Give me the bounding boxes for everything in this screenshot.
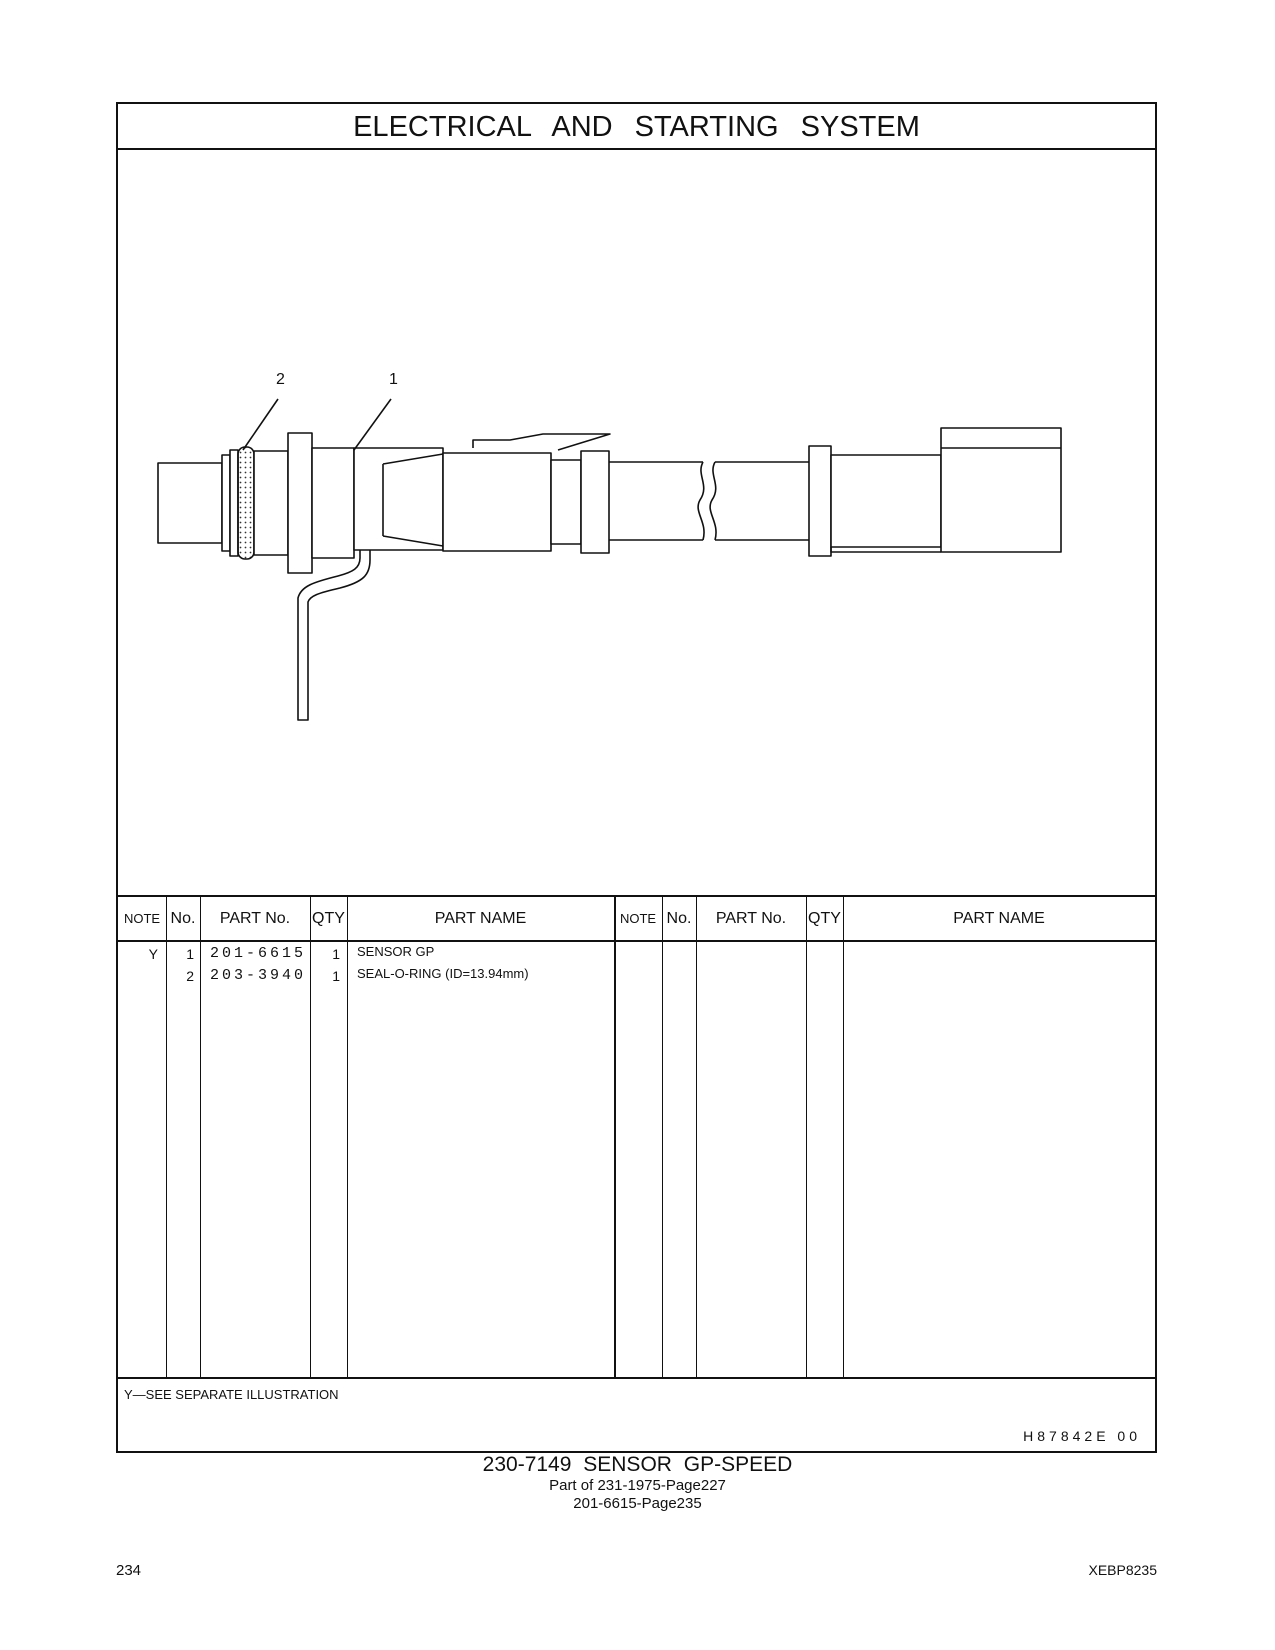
row-part-name: SEAL-O-RING (ID=13.94mm): [357, 966, 529, 981]
drawing-number: H87842E 00: [1023, 1428, 1141, 1444]
row-part-no: 203-3940: [209, 967, 306, 984]
parts-table: [118, 895, 1155, 1379]
caption-title: 230-7149 SENSOR GP-SPEED: [482, 1453, 793, 1476]
header-note: NOTE: [619, 911, 657, 926]
col-divider: [662, 897, 663, 1377]
callout-1: 1: [389, 371, 398, 388]
table-center-divider: [614, 897, 616, 1377]
caption-part-of: Part of 231-1975-Page227: [549, 1477, 726, 1494]
header-part-no: PART No.: [219, 910, 291, 927]
parts-illustration: [118, 150, 1155, 895]
row-part-name: SENSOR GP: [357, 944, 435, 959]
sheet-title: ELECTRICAL AND STARTING SYSTEM: [118, 104, 1155, 150]
page-number: 234: [116, 1562, 142, 1579]
row-part-no: 201-6615: [209, 945, 306, 962]
header-part-no: PART No.: [715, 910, 787, 927]
col-divider: [696, 897, 697, 1377]
row-note: Y: [148, 946, 158, 962]
parts-sheet-frame: [116, 102, 1157, 1453]
header-part-name: PART NAME: [434, 910, 527, 927]
header-note: NOTE: [123, 911, 161, 926]
col-divider: [843, 897, 844, 1377]
row-qty: 1: [332, 946, 340, 962]
header-part-name: PART NAME: [953, 910, 1045, 927]
col-divider: [806, 897, 807, 1377]
header-no: No.: [170, 910, 196, 927]
header-qty: QTY: [312, 910, 345, 927]
row-item-no: 2: [186, 968, 194, 984]
document-id: XEBP8235: [1088, 1562, 1157, 1578]
row-qty: 1: [332, 968, 340, 984]
row-item-no: 1: [186, 946, 194, 962]
footnote: Y—SEE SEPARATE ILLUSTRATION: [124, 1387, 339, 1402]
callout-2: 2: [276, 371, 285, 388]
col-divider: [347, 897, 348, 1377]
header-qty: QTY: [808, 910, 841, 927]
header-no: No.: [666, 910, 692, 927]
caption-reference: 201-6615-Page235: [573, 1495, 702, 1512]
header-rule: [118, 940, 1155, 942]
sensor-drawing: [118, 150, 1155, 895]
